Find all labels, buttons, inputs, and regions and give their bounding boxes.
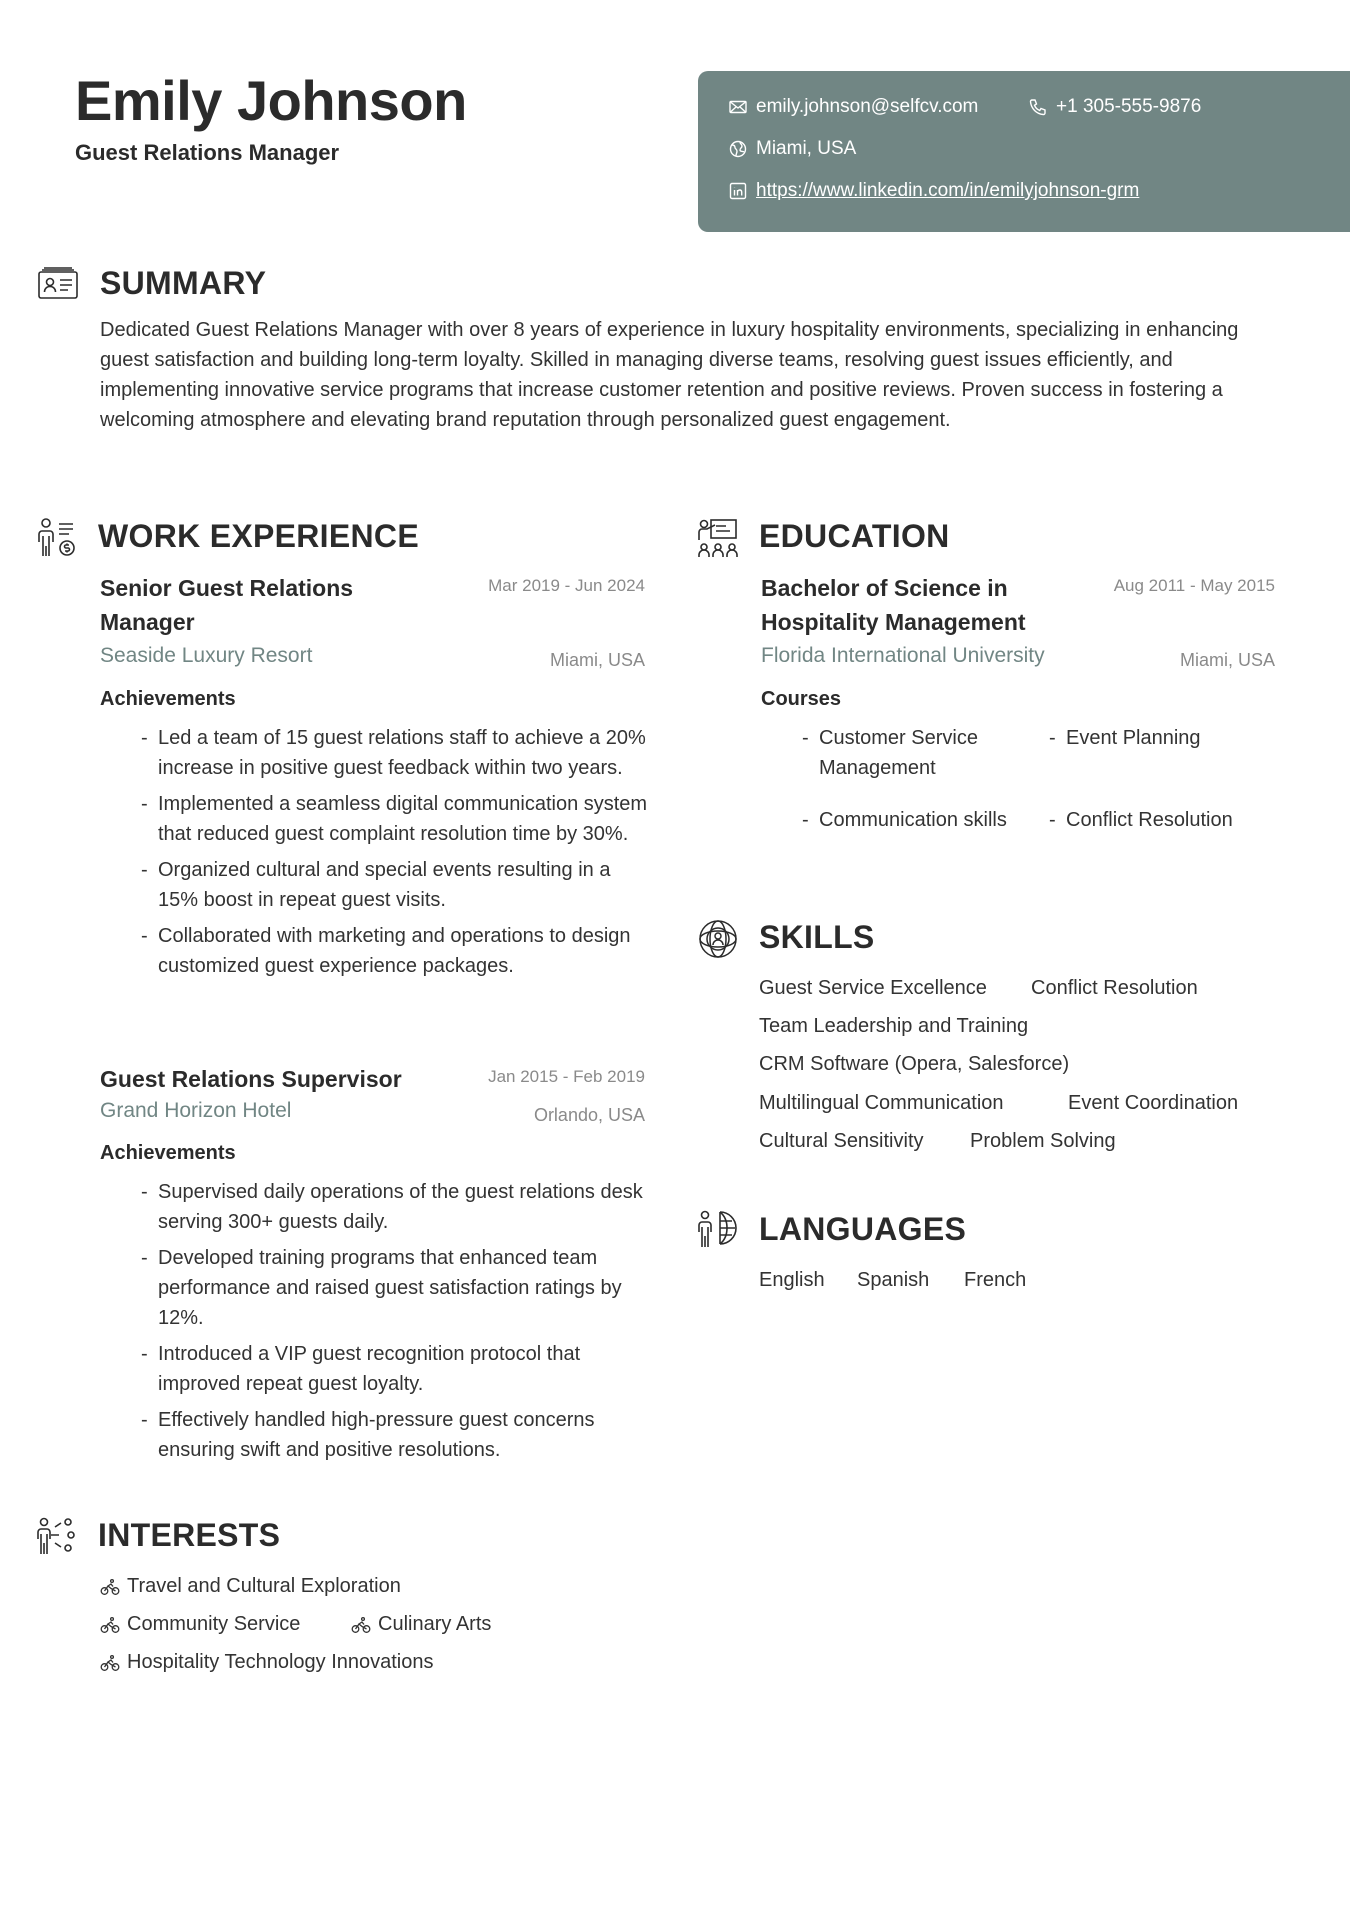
- course-item: - Communication skills: [802, 805, 1012, 835]
- skill-item: Event Coordination: [1068, 1092, 1239, 1114]
- interest-item: [351, 1613, 491, 1636]
- list-item: - Developed training programs that enhanced team performance and raised guest satisfaction ratings by 12%.: [141, 1243, 651, 1333]
- email-text: emily.johnson@selfcv.com: [756, 96, 979, 117]
- course-item: - Event Planning: [1049, 723, 1259, 753]
- id-card-icon: [36, 262, 80, 306]
- list-item: - Effectively handled high-pressure guest concerns ensuring swift and positive resolutions.: [141, 1405, 651, 1465]
- interest-label: Culinary Arts: [378, 1613, 492, 1635]
- job-dates: Jan 2015 - Feb 2019: [488, 1067, 645, 1086]
- language-item: English: [759, 1269, 825, 1291]
- job-dates: Mar 2019 - Jun 2024: [488, 576, 645, 595]
- interest-label: Travel and Cultural Exploration: [127, 1575, 401, 1597]
- contact-email[interactable]: [728, 96, 978, 118]
- list-item: - Organized cultural and special events resulting in a 15% boost in repeat guest visits.: [141, 855, 651, 915]
- list-item: - Led a team of 15 guest relations staff to achieve a 20% increase in positive guest feedback within two years.: [141, 723, 651, 783]
- list-item: - Implemented a seamless digital communication system that reduced guest complaint resolution time by 30%.: [141, 789, 651, 849]
- cycling-icon: [100, 1653, 120, 1673]
- skill-item: Cultural Sensitivity: [759, 1130, 924, 1152]
- contact-linkedin[interactable]: [728, 180, 1139, 202]
- job-location: Miami, USA: [549, 650, 645, 670]
- location-text: Miami, USA: [756, 138, 857, 159]
- globe-icon: [728, 139, 748, 159]
- interest-label: Hospitality Technology Innovations: [127, 1651, 434, 1673]
- candidate-name: Emily Johnson: [75, 69, 467, 132]
- summary-heading: SUMMARY: [100, 265, 267, 301]
- skill-item: Problem Solving: [970, 1130, 1116, 1152]
- interest-item: [100, 1575, 401, 1598]
- skill-item: Team Leadership and Training: [759, 1015, 1029, 1037]
- interest-item: [100, 1613, 300, 1636]
- degree-title: Bachelor of Science in Hospitality Management: [761, 575, 1026, 635]
- person-globe-icon: [696, 1208, 740, 1252]
- achievements-heading: Achievements: [100, 688, 236, 710]
- skill-item: Guest Service Excellence: [759, 977, 987, 999]
- job-title: Guest Relations Supervisor: [100, 1066, 402, 1092]
- contact-phone[interactable]: [1028, 96, 1201, 118]
- skills-heading: SKILLS: [759, 919, 875, 955]
- school-name: Florida International University: [761, 644, 1045, 667]
- job-location: Orlando, USA: [533, 1105, 645, 1125]
- course-item: - Conflict Resolution: [1049, 805, 1259, 835]
- contact-box: [698, 71, 1350, 232]
- list-item: - Supervised daily operations of the guest relations desk serving 300+ guests daily.: [141, 1177, 651, 1237]
- work-experience-heading: WORK EXPERIENCE: [98, 518, 419, 554]
- person-ideas-icon: [35, 1515, 79, 1559]
- skills-network-icon: [696, 917, 740, 961]
- education-location: Miami, USA: [1179, 650, 1275, 670]
- interest-label: Community Service: [127, 1613, 301, 1635]
- skill-item: CRM Software (Opera, Salesforce): [759, 1053, 1070, 1075]
- job-company: Grand Horizon Hotel: [100, 1099, 292, 1122]
- linkedin-link[interactable]: https://www.linkedin.com/in/emilyjohnson-grm: [756, 180, 1140, 201]
- achievements-list: [141, 1177, 651, 1471]
- language-item: Spanish: [857, 1269, 930, 1291]
- employee-salary-icon: [35, 516, 79, 560]
- job-title: Senior Guest Relations Manager: [100, 575, 354, 635]
- list-item: - Collaborated with marketing and operations to design customized guest experience packages.: [141, 921, 651, 981]
- courses-heading: Courses: [761, 688, 842, 710]
- candidate-role: Guest Relations Manager: [75, 140, 340, 165]
- phone-icon: [1028, 97, 1048, 117]
- language-item: French: [964, 1269, 1027, 1291]
- contact-location: [728, 138, 856, 160]
- course-item: - Customer Service Management: [802, 723, 1012, 783]
- summary-text: Dedicated Guest Relations Manager with over 8 years of experience in luxury hospitality environments, specializing in enhancing guest satisfaction and building long-term loyalty. Skilled in managing diverse teams, resolving guest issues efficiently, and implementing innovative service programs that increase customer retention and positive reviews. Proven success in fostering a welcoming atmosphere and elevating brand reputation through personalized guest engagement.: [100, 319, 1239, 431]
- languages-heading: LANGUAGES: [759, 1211, 967, 1247]
- achievements-heading: Achievements: [100, 1142, 236, 1164]
- linkedin-icon: [728, 181, 748, 201]
- cycling-icon: [100, 1615, 120, 1635]
- education-heading: EDUCATION: [759, 518, 950, 554]
- cycling-icon: [351, 1615, 371, 1635]
- phone-text: +1 305-555-9876: [1056, 96, 1202, 117]
- cycling-icon: [100, 1577, 120, 1597]
- interest-item: [100, 1651, 433, 1674]
- skill-item: Conflict Resolution: [1031, 977, 1198, 999]
- list-item: - Introduced a VIP guest recognition protocol that improved repeat guest loyalty.: [141, 1339, 651, 1399]
- education-dates: Aug 2011 - May 2015: [1113, 576, 1275, 595]
- teacher-board-icon: [696, 516, 740, 560]
- job-company: Seaside Luxury Resort: [100, 644, 313, 667]
- interests-heading: INTERESTS: [98, 1517, 281, 1553]
- achievements-list: [141, 723, 651, 987]
- skill-item: Multilingual Communication: [759, 1092, 1004, 1114]
- envelope-icon: [728, 97, 748, 117]
